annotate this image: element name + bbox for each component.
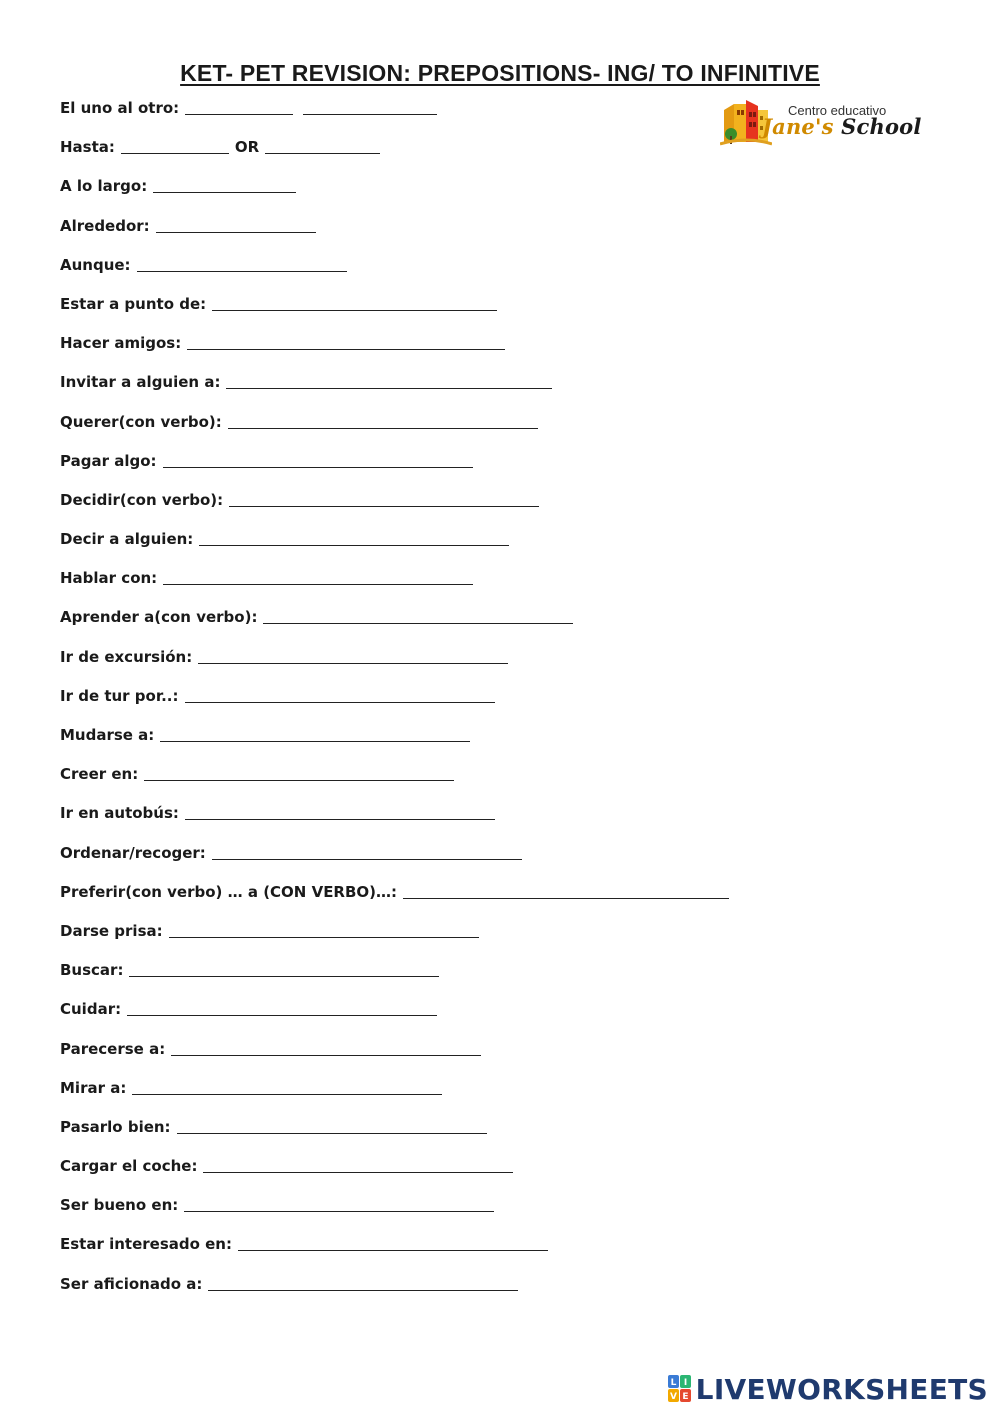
logo-name-part1: Jane's (762, 114, 834, 139)
exercise-row (60, 724, 729, 763)
liveworksheets-brand: LIVEWORKSHEETS (695, 1372, 988, 1406)
exercise-row (60, 1194, 729, 1233)
exercise-row (60, 763, 729, 802)
exercise-label: Ser aficionado a: (60, 1274, 203, 1293)
exercise-label: Ir de excursión: (60, 647, 193, 666)
answer-blank[interactable] (187, 332, 505, 350)
exercise-row (60, 528, 729, 567)
answer-blank[interactable] (403, 881, 729, 899)
exercise-label: Estar interesado en: (60, 1235, 232, 1254)
answer-blank[interactable] (129, 959, 439, 977)
exercise-label: Hablar con: (60, 569, 158, 588)
liveworksheets-footer (668, 1372, 988, 1406)
answer-blank[interactable] (208, 1273, 518, 1291)
exercise-row (60, 215, 729, 254)
exercise-label: Preferir(con verbo) … a (CON VERBO)…: (60, 882, 398, 901)
exercise-row (60, 411, 729, 450)
exercise-label: Ir en autobús: (60, 804, 179, 823)
answer-blank[interactable] (132, 1077, 442, 1095)
exercise-label: Invitar a alguien a: (60, 373, 221, 392)
answer-blank[interactable] (229, 489, 539, 507)
exercise-label: Querer(con verbo): (60, 412, 222, 431)
exercise-label: Cuidar: (60, 1000, 122, 1019)
exercise-label: Decidir(con verbo): (60, 490, 224, 509)
exercise-row (60, 293, 729, 332)
exercise-row (60, 881, 729, 920)
exercise-label: Aunque: (60, 255, 131, 274)
exercise-label: Alrededor: (60, 216, 150, 235)
exercise-label: Hasta: (60, 138, 115, 157)
exercise-label: Buscar: (60, 961, 124, 980)
worksheet-title: KET- PET REVISION: PREPOSITIONS- ING/ TO INFINITIVE (180, 60, 820, 86)
badge-letter: E (682, 1392, 689, 1402)
answer-blank[interactable] (185, 97, 293, 115)
answer-blank[interactable] (228, 411, 538, 429)
exercise-row (60, 842, 729, 881)
exercise-row (60, 567, 729, 606)
exercise-row (60, 685, 729, 724)
badge-letter: V (669, 1392, 677, 1402)
answer-blank[interactable] (263, 606, 573, 624)
exercise-row (60, 136, 729, 175)
exercise-label: Ser bueno en: (60, 1196, 179, 1215)
exercise-label: Ir de tur por..: (60, 686, 179, 705)
exercise-label: Cargar el coche: (60, 1157, 198, 1176)
answer-blank[interactable] (171, 1038, 481, 1056)
answer-blank[interactable] (185, 802, 495, 820)
exercise-row (60, 998, 729, 1037)
connector-text: OR (234, 138, 260, 157)
exercise-row (60, 802, 729, 841)
liveworksheets-badge-icon (668, 1375, 692, 1403)
answer-blank[interactable] (185, 685, 495, 703)
answer-blank[interactable] (212, 842, 522, 860)
answer-blank[interactable] (198, 646, 508, 664)
exercise-label: Mudarse a: (60, 726, 155, 744)
answer-blank[interactable] (203, 1155, 513, 1173)
answer-blank[interactable] (144, 763, 454, 781)
exercise-row (60, 332, 729, 371)
answer-blank[interactable] (238, 1233, 548, 1251)
answer-blank[interactable] (160, 724, 470, 742)
badge-letter: L (670, 1378, 677, 1388)
exercise-row (60, 371, 729, 410)
exercise-row (60, 175, 729, 214)
answer-blank[interactable] (121, 136, 229, 154)
school-logo (720, 96, 925, 148)
answer-blank[interactable] (156, 215, 316, 233)
answer-blank[interactable] (137, 254, 347, 272)
exercise-label: A lo largo: (60, 177, 148, 196)
exercise-list (60, 97, 729, 1312)
exercise-label: Darse prisa: (60, 921, 163, 940)
exercise-row (60, 920, 729, 959)
logo-name-part2: School (833, 114, 922, 139)
answer-blank[interactable] (153, 175, 296, 193)
exercise-row (60, 1038, 729, 1077)
exercise-label: Mirar a: (60, 1078, 127, 1097)
exercise-label: Pagar algo: (60, 451, 157, 470)
exercise-label: Aprender a(con verbo): (60, 608, 258, 627)
answer-blank[interactable] (226, 371, 552, 389)
answer-blank[interactable] (163, 450, 473, 468)
exercise-row (60, 1233, 729, 1272)
exercise-row (60, 97, 729, 136)
exercise-label: Estar a punto de: (60, 294, 207, 313)
exercise-label: Pasarlo bien: (60, 1117, 171, 1136)
exercise-row (60, 450, 729, 489)
exercise-label: Decir a alguien: (60, 530, 194, 549)
answer-blank[interactable] (177, 1116, 487, 1134)
answer-blank[interactable] (163, 567, 473, 585)
logo-subtitle: Centro educativo (788, 103, 887, 118)
answer-blank[interactable] (265, 136, 380, 154)
exercise-row (60, 646, 729, 685)
exercise-label: Ordenar/recoger: (60, 843, 206, 862)
answer-blank[interactable] (169, 920, 479, 938)
answer-blank[interactable] (199, 528, 509, 546)
exercise-row (60, 1273, 729, 1312)
exercise-row (60, 254, 729, 293)
answer-blank[interactable] (303, 97, 437, 115)
exercise-label: Parecerse a: (60, 1039, 166, 1058)
exercise-label: Hacer amigos: (60, 334, 182, 353)
exercise-row (60, 606, 729, 645)
exercise-row (60, 489, 729, 528)
exercise-row (60, 1077, 729, 1116)
exercise-row (60, 959, 729, 998)
badge-letter: I (683, 1378, 687, 1388)
exercise-row (60, 1155, 729, 1194)
answer-blank[interactable] (212, 293, 497, 311)
exercise-row (60, 1116, 729, 1155)
answer-blank[interactable] (127, 998, 437, 1016)
answer-blank[interactable] (184, 1194, 494, 1212)
logo-name (762, 114, 922, 139)
exercise-label: Creer en: (60, 765, 139, 784)
exercise-label: El uno al otro: (60, 99, 180, 117)
